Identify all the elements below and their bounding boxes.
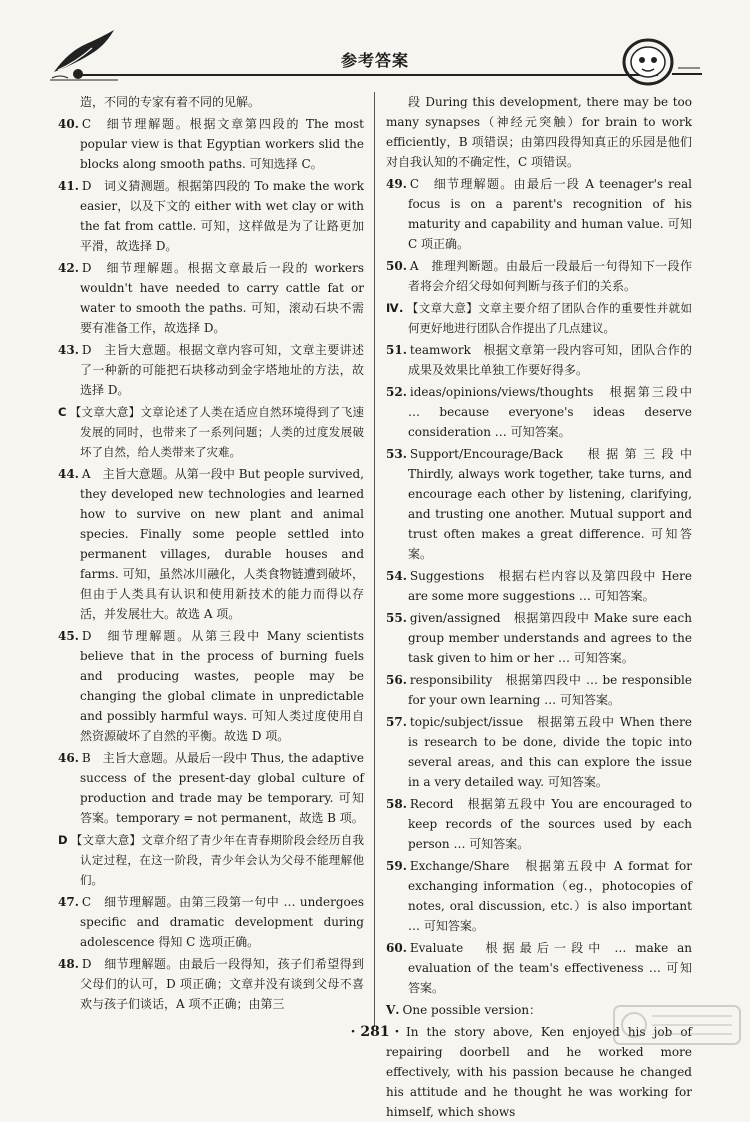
answer-item: 造，不同的专家有着不同的见解。 [80, 95, 261, 109]
answer-item-54: 54. Suggestions 根据右栏内容以及第四段中 Here are some more suggestions … 可知答案。 [386, 569, 692, 603]
answer-item-44: 44. A 主旨大意题。从第一段中 But people survived, they developed new technologies and learned how to survive on new plant and animal species. Finally some people settled into permanent villages, durable houses and farms. 可知，虽然冰川融化，人类食物链遭到破坏，但由于人类具有认识和使用新技术的能力而得以存活，并发展壮大。故选 A 项。 [58, 467, 364, 621]
cartoon-face-logo-icon [608, 34, 704, 88]
page-number: · 281 · [350, 1024, 400, 1040]
summary-iv: Ⅳ. 【文章大意】文章主要介绍了团队合作的重要性并就如何更好地进行团队合作提出了几点建议。 [386, 301, 692, 335]
answer-item-46: 46. B 主旨大意题。从最后一段中 Thus, the adaptive success of the present-day global culture of production and trade may be temporary. 可知答案。temporary = not permanent，故选 B 项。 [58, 751, 364, 825]
answer-item-60: 60. Evaluate 根据最后一段中 … make an evaluation of the team's effectiveness … 可知答案。 [386, 941, 692, 995]
answer-item-49: 49. C 细节理解题。由最后一段 A teenager's real focus is on a parent's recognition of his maturity and capability and human value. 可知 C 项正确。 [386, 177, 692, 251]
header-rule [80, 74, 658, 76]
watermark-logo-icon [612, 1002, 742, 1048]
answer-item-42: 42. D 细节理解题。根据文章最后一段的 workers wouldn't have needed to carry cattle fat or water to smooth the paths. 可知，滚动石块不需要有准备工作，故选择 D。 [58, 261, 364, 335]
page-header [0, 0, 750, 88]
answer-item-41: 41. D 词义猜测题。根据第四段的 To make the work easier，以及下文的 either with wet clay or with the fat from cattle. 可知，这样做是为了让路更加平滑，故选择 D。 [58, 179, 364, 253]
answer-item-48: 48. D 细节理解题。由最后一段得知，孩子们希望得到父母们的认可，D 项正确；文章并没有谈到父母不喜欢与孩子们谈话，A 项不正确；由第三 [58, 957, 364, 1011]
essay-paragraph: In the story above, Ken enjoyed his job of repairing doorbell and he worked more effectively, with his passion because he changed his attitude and he thought he was working for himself, which shows [386, 1025, 692, 1119]
left-column [58, 92, 364, 1016]
answer-item-56: 56. responsibility 根据第四段中 … be responsible for your own learning … 可知答案。 [386, 673, 692, 707]
answer-item-45: 45. D 细节理解题。从第三段中 Many scientists believe that in the process of burning fuels and producing wastes, people may be changing the global climate in unpredictable and possibly harmful ways. 可知人类过度使用自然资源破坏了自然的平衡。故选 D 项。 [58, 629, 364, 743]
answer-item-59: 59. Exchange/Share 根据第五段中 A format for exchanging information（eg.，photocopies of notes, oral discussion, etc.）is also important … 可知答案。 [386, 859, 692, 933]
answer-item-continued: 段 During this development, there may be too many synapses（神经元突触）for brain to work efficiently，B 项错误；由第四段得知真正的乐园是他们对自我认知的不确定性，C 项错误。 [386, 95, 692, 169]
answer-item-40: 40. C 细节理解题。根据文章第四段的 The most popular view is that Egyptian workers slid the blocks along smooth paths. 可知选择 C。 [58, 117, 364, 171]
answer-item-43: 43. D 主旨大意题。根据文章内容可知，文章主要讲述了一种新的可能把石块移动到金字塔地址的方法，故选择 D。 [58, 343, 364, 397]
answer-item-57: 57. topic/subject/issue 根据第五段中 When there is research to be done, divide the topic into several areas, and this can explore the issue in a very detailed way. 可知答案。 [386, 715, 692, 789]
answer-item-52: 52. ideas/opinions/views/thoughts 根据第三段中 … because everyone's ideas deserve consideration … 可知答案。 [386, 385, 692, 439]
summary-c: C 【文章大意】文章论述了人类在适应自然环境得到了飞速发展的同时，也带来了一系列问题；人类的过度发展破坏了自然，给人类带来了灾难。 [58, 405, 364, 459]
answer-item-47: 47. C 细节理解题。由第三段第一句中 … undergoes specific and dramatic development during adolescence 得知 C 选项正确。 [58, 895, 364, 949]
page-title: 参考答案 [340, 51, 409, 70]
answer-item-50: 50. A 推理判断题。由最后一段最后一句得知下一段作者将会介绍父母如何判断与孩子们的关系。 [386, 259, 692, 293]
column-divider [374, 92, 375, 1027]
summary-d: D 【文章大意】文章介绍了青少年在青春期阶段会经历自我认定过程，在这一阶段，青少年会认为父母不能理解他们。 [58, 833, 364, 887]
answer-item-53: 53. Support/Encourage/Back 根据第三段中 Thirdly, always work together, take turns, and encourage each other by listening, clarifying, and trusting one another. Mutual support and trust often makes a great difference. 可知答案。 [386, 447, 692, 561]
section-v-heading: Ⅴ. One possible version： [386, 1003, 542, 1017]
answer-item-51: 51. teamwork 根据文章第一段内容可知，团队合作的成果及效果比单独工作要好得多。 [386, 343, 692, 377]
answer-item-55: 55. given/assigned 根据第四段中 Make sure each group member understands and agrees to the task given to him or her … 可知答案。 [386, 611, 692, 665]
answer-item-58: 58. Record 根据第五段中 You are encouraged to keep records of the sources used by each person … 可知答案。 [386, 797, 692, 851]
right-column [386, 92, 692, 1122]
